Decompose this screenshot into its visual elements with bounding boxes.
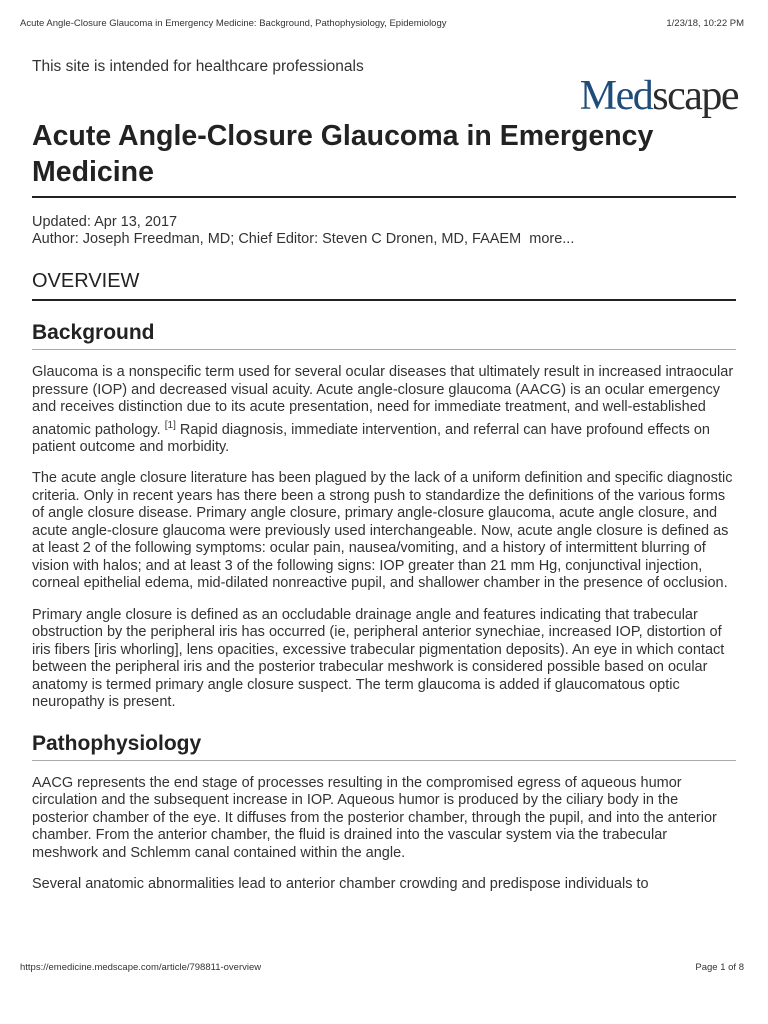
- print-header: [20, 18, 744, 29]
- site-notice: This site is intended for healthcare professionals: [32, 58, 364, 75]
- overview-heading: OVERVIEW: [32, 270, 736, 301]
- background-p1-text-a: Glaucoma is a nonspecific term used for several ocular diseases that ultimately result in increased intraocular pressure (IOP) and decreased visual acuity. Acute angle-closure glaucoma (AACG) is an ocular emergency and receives distinction due to its acute presentation, need for immediate treatment, and well-established anatomic pathology.: [32, 364, 734, 438]
- logo-part-med: Med: [579, 73, 653, 119]
- author-text: Author: Joseph Freedman, MD; Chief Editor: Steven C Dronen, MD, FAAEM: [32, 231, 522, 247]
- background-heading: Background: [32, 321, 736, 350]
- pathophysiology-paragraph-2: Several anatomic abnormalities lead to anterior chamber crowding and predispose individuals to: [32, 876, 649, 893]
- reference-link-1[interactable]: [1]: [164, 419, 176, 431]
- background-paragraph-1: [32, 364, 736, 456]
- print-header-datetime: 1/23/18, 10:22 PM: [666, 18, 744, 29]
- article-meta: [32, 214, 736, 248]
- medscape-logo[interactable]: [580, 75, 738, 117]
- updated-date: Updated: Apr 13, 2017: [32, 214, 178, 230]
- author-line: [32, 231, 736, 248]
- logo-part-scape: scape: [652, 73, 738, 119]
- print-footer-page: Page 1 of 8: [695, 962, 744, 973]
- print-footer-url: https://emedicine.medscape.com/article/798811-overview: [20, 962, 262, 973]
- background-paragraph-2: The acute angle closure literature has been plagued by the lack of a uniform definition and specific diagnostic criteria. Only in recent years has there been a strong push to standardize the definitions of the various forms of angle closure disease. Primary angle closure, primary angle-closure glaucoma, acute angle closure, and acute angle-closure glaucoma were previously used interchangeable. Now, acute angle closure is defined as at least 2 of the following symptoms: ocular pain, nausea/vomiting, and a history of intermittent blurring of vision with halos; and at least 3 of the following signs: IOP greater than 21 mm Hg, conjunctival injection, corneal epithelial edema, mid-dilated nonreactive pupil, and shallower chamber in the presence of occlusion.: [32, 470, 733, 592]
- article-content: [32, 56, 736, 894]
- print-footer: [20, 962, 744, 973]
- print-header-title: Acute Angle-Closure Glaucoma in Emergency Medicine: Background, Pathophysiology, Epidemiology: [20, 18, 447, 29]
- more-authors-link[interactable]: more...: [529, 231, 575, 247]
- background-p1-text-b: Rapid diagnosis, immediate intervention, and referral can have profound effects on patient outcome and morbidity.: [32, 421, 710, 455]
- pathophysiology-paragraph-1: AACG represents the end stage of processes resulting in the compromised egress of aqueous humor circulation and the subsequent increase in IOP. Aqueous humor is produced by the ciliary body in the posterior chamber of the eye. It diffuses from the posterior chamber, through the pupil, and into the anterior chamber. From the anterior chamber, the fluid is drained into the vascular system via the trabecular meshwork and Schlemm canal contained within the angle.: [32, 774, 717, 861]
- masthead: [32, 56, 736, 118]
- pathophysiology-heading: Pathophysiology: [32, 732, 736, 761]
- background-paragraph-3: Primary angle closure is defined as an occludable drainage angle and features indicating that trabecular obstruction by the peripheral iris has occurred (ie, peripheral anterior synechiae, increased IOP, distortion of iris fibers [iris whorling], lens opacities, excessive trabecular pigmentation deposits). An eye in which contact between the peripheral iris and the posterior trabecular meshwork is considered possible based on ocular anatomy is termed primary angle closure suspect. The term glaucoma is added if glaucomatous optic neuropathy is present.: [32, 606, 725, 711]
- page-title: Acute Angle-Closure Glaucoma in Emergency Medicine: [32, 118, 736, 198]
